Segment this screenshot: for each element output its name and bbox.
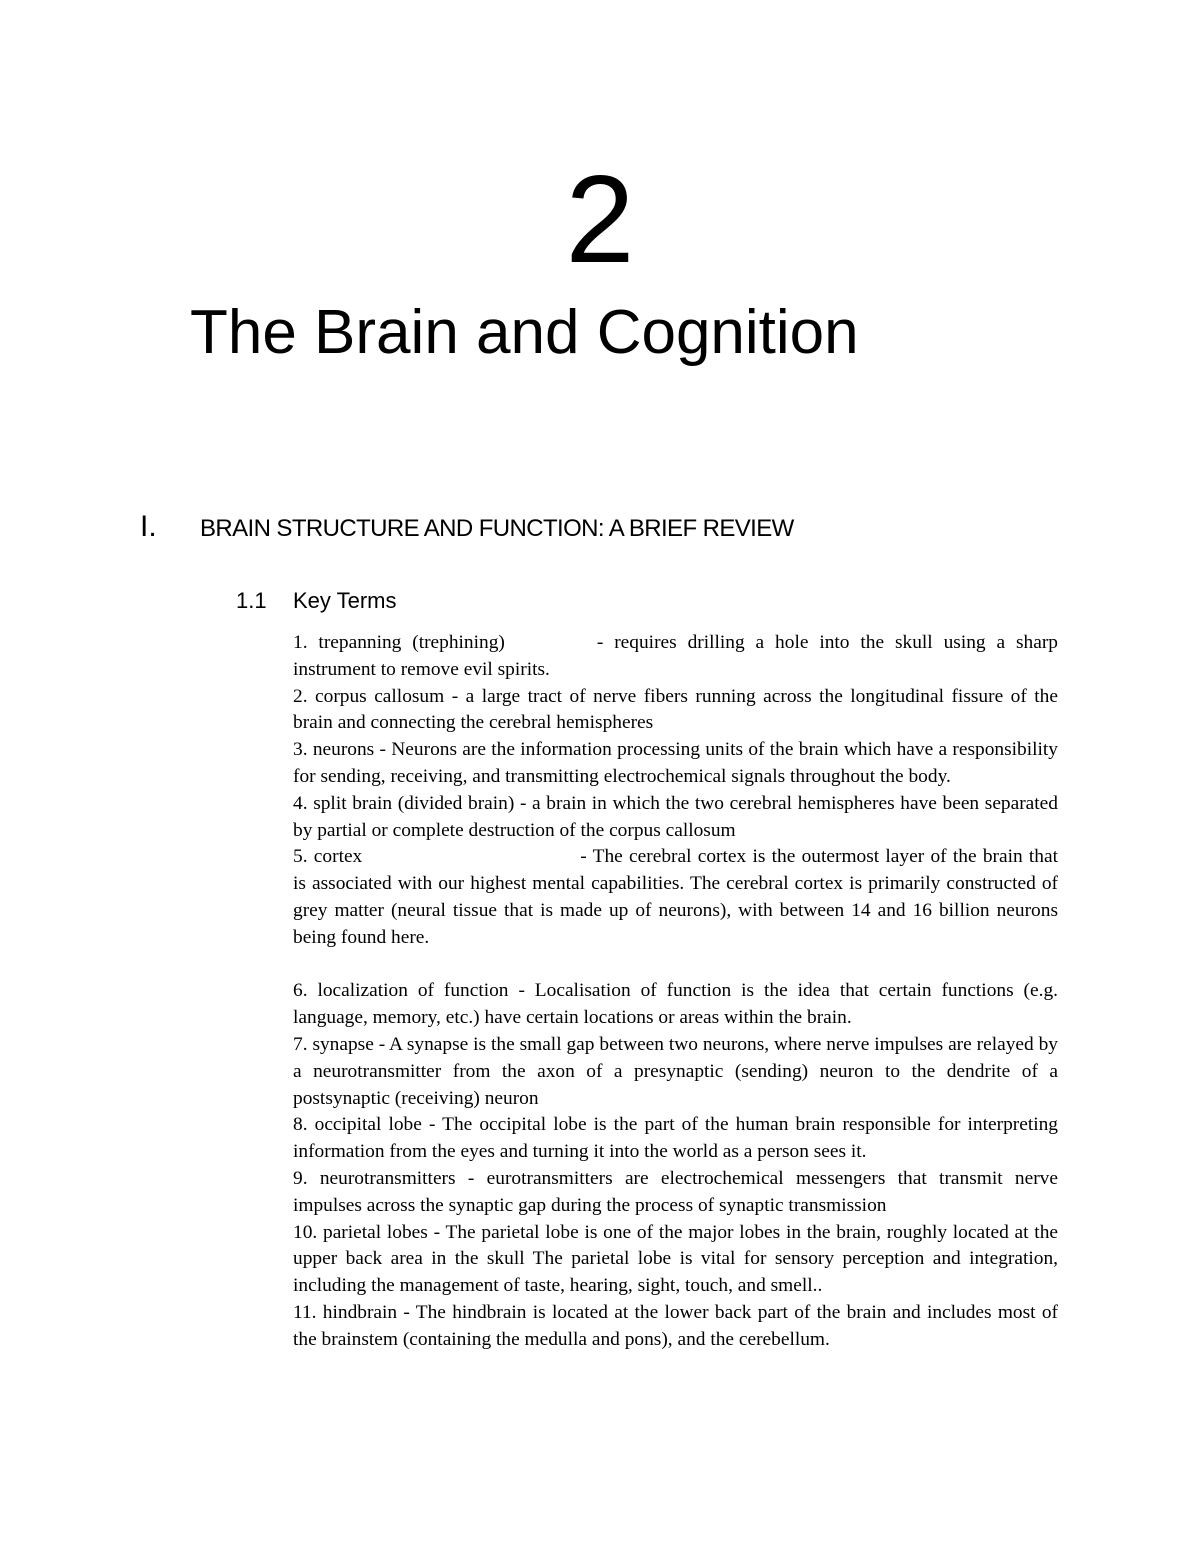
term-definition: - The cerebral cortex is the outermost layer of the brain that is associated with our highest mental capabilities. The cerebral cortex is primarily constructed of grey matter (neural tissue that is made up of neurons), with between 14 and 16 billion neurons being found here. — [293, 846, 1059, 948]
section-numeral: I. — [140, 510, 157, 543]
term-item — [293, 684, 1058, 738]
term-definition: - Neurons are the information processing units of the brain which have a responsibility for sending, receiving, and transmitting electrochemical signals throughout the body. — [293, 739, 1058, 787]
key-terms-list — [293, 630, 1058, 1354]
term-item — [293, 844, 1058, 951]
term-item — [293, 1220, 1058, 1300]
term-label: 6. localization of function — [293, 980, 509, 1002]
subsection-heading — [236, 586, 397, 616]
term-definition: - A synapse is the small gap between two neurons, where nerve impulses are relayed by a neurotransmitter from the axon of a presynaptic (sending) neuron to the dendrite of a postsynaptic (receiving) neuron — [293, 1033, 1058, 1109]
term-label: 8. occipital lobe — [293, 1114, 422, 1136]
term-label: 5. cortex — [293, 846, 363, 868]
term-item — [293, 737, 1058, 791]
term-item — [293, 1300, 1058, 1354]
term-label: 7. synapse — [293, 1033, 374, 1055]
term-label: 10. parietal lobes — [293, 1221, 428, 1243]
term-definition: - eurotransmitters are electrochemical messengers that transmit nerve impulses across the synaptic gap during the process of synaptic transmission — [293, 1167, 1058, 1216]
term-definition: - a brain in which the two cerebral hemispheres have been separated by partial or complete destruction of the corpus callosum — [293, 792, 1058, 841]
term-item — [293, 630, 1058, 684]
term-label: 1. trepanning (trephining) — [293, 632, 505, 653]
term-label: 2. corpus callosum — [293, 685, 445, 707]
subsection-title: Key Terms — [293, 588, 397, 613]
term-label: 3. neurons — [293, 739, 375, 761]
term-item — [293, 1166, 1058, 1220]
term-item — [293, 791, 1058, 845]
subsection-number: 1.1 — [236, 588, 267, 613]
section-heading — [140, 508, 794, 548]
term-definition: - The occipital lobe is the part of the human brain responsible for interpreting information from the eyes and turning it into the world as a person sees it. — [293, 1114, 1059, 1163]
term-definition: - a large tract of nerve fibers running across the longitudinal fissure of the brain and connecting the cerebral hemispheres — [293, 685, 1058, 734]
term-label: 4. split brain (divided brain) — [293, 792, 515, 814]
term-label: 11. hindbrain — [293, 1301, 398, 1323]
chapter-title: The Brain and Cognition — [190, 298, 859, 367]
term-definition: - requires drilling a hole into the skull using a sharp instrument to remove evil spirits. — [293, 632, 1058, 680]
term-label: 9. neurotransmitters — [293, 1167, 456, 1189]
term-item — [293, 1112, 1058, 1166]
chapter-number: 2 — [565, 151, 635, 289]
term-definition: - Localisation of function is the idea that certain functions (e.g. language, memory, etc.) have certain locations or areas within the brain. — [293, 980, 1058, 1029]
term-definition: - The parietal lobe is one of the major lobes in the brain, roughly located at the upper back area in the skull The parietal lobe is vital for sensory perception and integration, including the management of taste, hearing, sight, touch, and smell.. — [293, 1221, 1058, 1297]
term-item — [293, 1032, 1058, 1112]
term-item — [293, 978, 1058, 1032]
section-title: BRAIN STRUCTURE AND FUNCTION: A BRIEF REVIEW — [200, 515, 794, 542]
term-definition: - The hindbrain is located at the lower back part of the brain and includes most of the brainstem (containing the medulla and pons), and the cerebellum. — [293, 1301, 1058, 1350]
